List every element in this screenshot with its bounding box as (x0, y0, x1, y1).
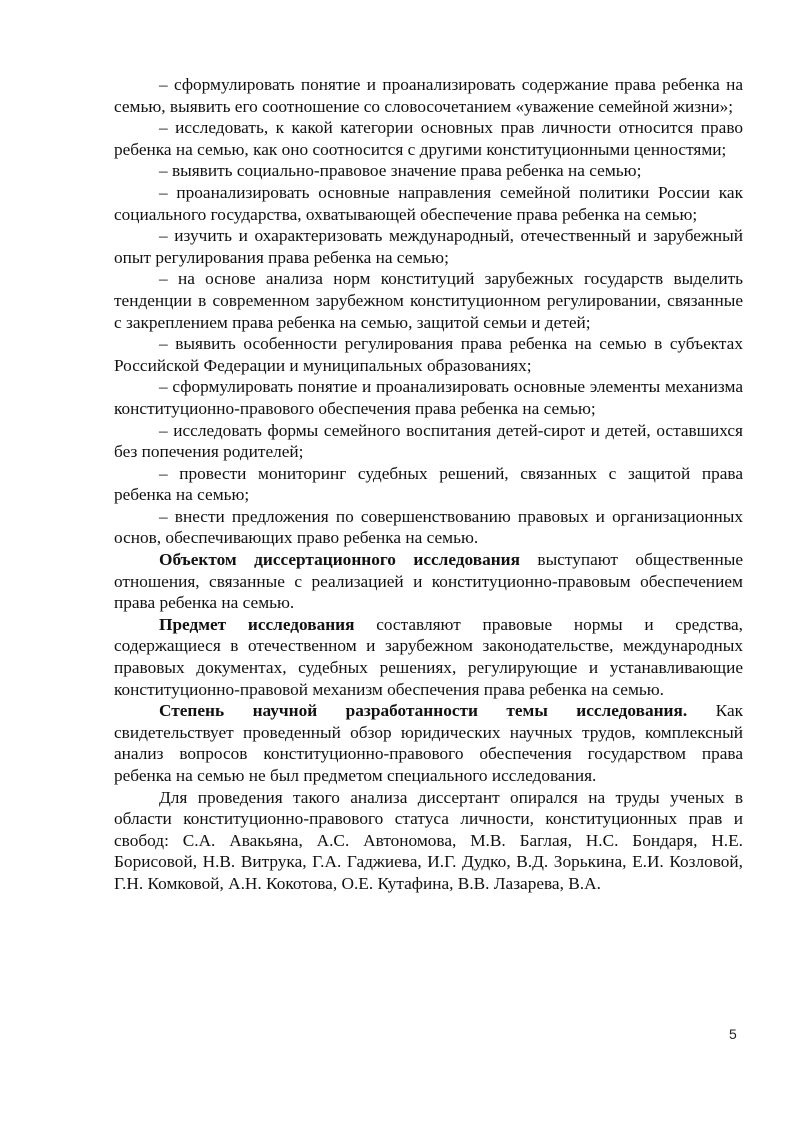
paragraph-task-7: – выявить особенности регулирования права ребенка на семью в субъектах Российской Федерации и муниципальных образованиях; (114, 334, 743, 375)
paragraph-subject: Предмет исследования составляют правовые нормы и средства, содержащиеся в отечественном и зарубежном законодательстве, международных правовых документах, судебных решениях, регулирующие и устанавливающие конституционно-правовой механизм обеспечения права ребенка на семью. (114, 614, 743, 699)
paragraph-object: Объектом диссертационного исследования выступают общественные отношения, связанные с реализацией и конституционно-правовым обеспечением права ребенка на семью. (114, 550, 743, 613)
paragraph-task-5: – изучить и охарактеризовать международный, отечественный и зарубежный опыт регулирования права ребенка на семью; (114, 226, 743, 267)
paragraph-task-10: – провести мониторинг судебных решений, связанных с защитой права ребенка на семью; (114, 463, 743, 505)
paragraph-task-11: – внести предложения по совершенствованию правовых и организационных основ, обеспечивающих право ребенка на семью. (114, 506, 743, 548)
paragraph-task-3: – выявить социально-правовое значение права ребенка на семью; (159, 161, 642, 181)
paragraph-task-8: – сформулировать понятие и проанализировать основные элементы механизма конституционно-правового обеспечения права ребенка на семью; (114, 377, 743, 418)
paragraph-sources: Для проведения такого анализа диссертант опирался на труды ученых в области конституционно-правового статуса личности, конституционных прав и свобод: С.А. Авакьяна, А.С. Автономова, М.В. Баглая, Н.С. Бондаря, Н.Е. Борисовой, Н.В. Витрука, Г.А. Гаджиева, И.Г. Дудко, В.Д. Зорькина, Е.И. Козловой, Г.Н. Комковой, А.Н. Кокотова, О.Е. Кутафина, В.В. Лазарева, В.А. (114, 787, 743, 893)
paragraph-task-2: – исследовать, к какой категории основных прав личности относится право ребенка на семью, как оно соотносится с другими конституционными ценностями; (114, 118, 743, 159)
body-text (114, 74, 743, 895)
object-heading: Объектом диссертационного исследования (159, 550, 520, 570)
subject-heading: Предмет исследования (159, 614, 355, 634)
research-degree-heading: Степень научной разработанности темы исследования. (159, 701, 688, 721)
paragraph-task-1: – сформулировать понятие и проанализировать содержание права ребенка на семью, выявить его соотношение со словосочетанием «уважение семейной жизни»; (114, 75, 743, 116)
page-number: 5 (729, 1026, 737, 1042)
paragraph-task-9: – исследовать формы семейного воспитания детей-сирот и детей, оставшихся без попечения родителей; (114, 420, 743, 462)
paragraph-task-6: – на основе анализа норм конституций зарубежных государств выделить тенденции в современном зарубежном конституционном регулировании, связанные с закреплением права ребенка на семью, защитой семьи и детей; (114, 269, 743, 332)
paragraph-task-4: – проанализировать основные направления семейной политики России как социального государства, охватывающей обеспечение права ребенка на семью; (114, 182, 743, 224)
paragraph-research-degree: Степень научной разработанности темы исследования. Как свидетельствует проведенный обзор юридических научных трудов, комплексный анализ вопросов конституционно-правового обеспечения государством права ребенка на семью не был предметом специального исследования. (114, 701, 744, 785)
